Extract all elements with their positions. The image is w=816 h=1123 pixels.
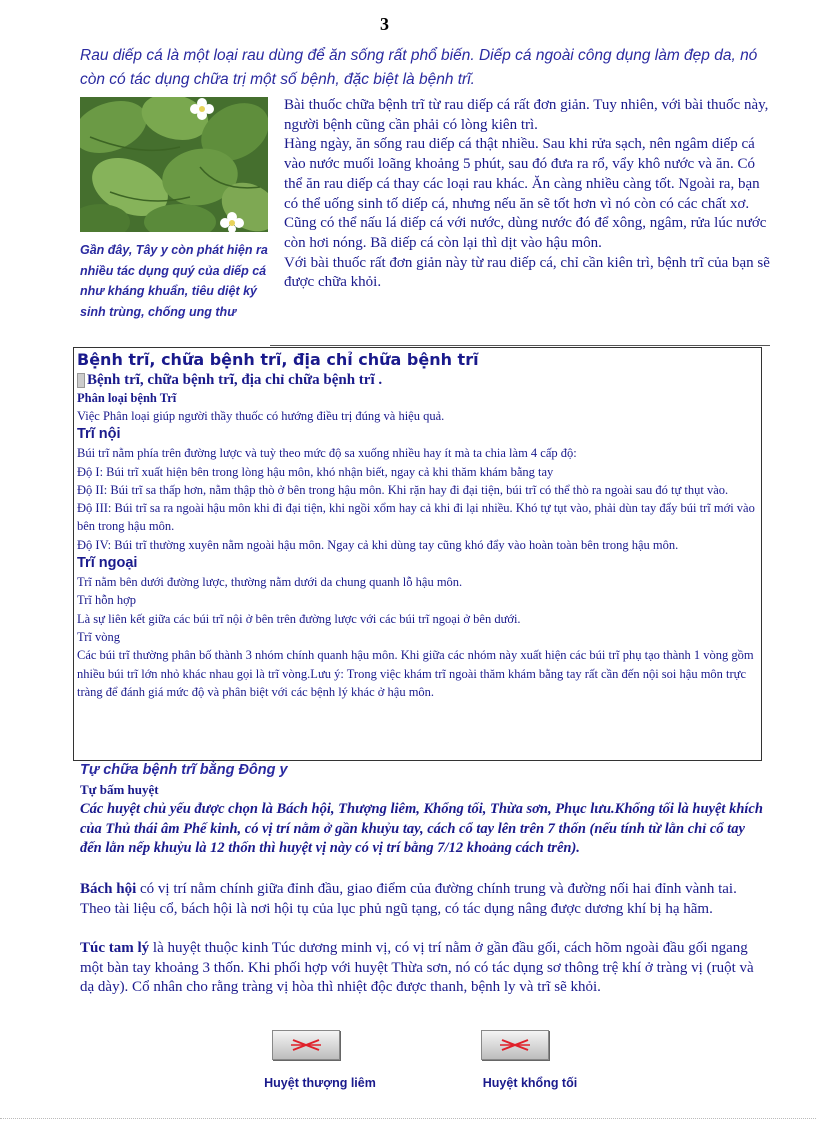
bachhoi-paragraph: [80, 880, 770, 919]
mixed-heading: Trĩ hỗn hợp: [77, 593, 136, 608]
internal-heading: Trĩ nội: [77, 426, 121, 443]
broken-image-icon: [500, 1038, 530, 1052]
page-number: 3: [380, 14, 389, 34]
degree-2: Độ II: Búi trĩ sa thấp hơn, nằm thập thò ở bên trong hậu môn. Khi rặn hay đi đại tiện, búi trĩ có thể thò ra ngoài sau đó tự thụt vào.: [77, 482, 729, 497]
broken-image-icon: [291, 1038, 321, 1052]
footer-divider: [0, 1118, 816, 1119]
khong-toi-image-button[interactable]: [481, 1030, 549, 1060]
remedy-paragraph-3: Cũng có thể nấu lá diếp cá với nước, dùng nước đó để xông, ngâm, rửa lúc nước còn hơi nóng. Bã diếp cá còn lại thì dịt vào hậu môn.: [284, 215, 767, 251]
ring-heading: Trĩ vòng: [77, 629, 120, 644]
box-subtitle: [77, 370, 758, 390]
divider: [270, 345, 770, 346]
eastern-medicine-title: Tự chữa bệnh trĩ bằng Đông y: [80, 762, 288, 778]
degree-3: Độ III: Búi trĩ sa ra ngoài hậu môn khi đi đại tiện, khi ngồi xổm hay cả khi đi lại nhiều. Khó tự tụt vào, phải dùn tay đẩy búi trĩ mới vào bên trong hậu môn.: [77, 501, 755, 534]
acupressure-subtitle: Tự bấm huyệt: [80, 782, 159, 797]
thuong-liem-link[interactable]: Huyệt thượng liêm: [264, 1076, 376, 1090]
box-subtitle-text: Bệnh trĩ, chữa bệnh trĩ, địa chỉ chữa bệnh trĩ .: [87, 372, 383, 388]
tuctamly-text: là huyệt thuộc kinh Túc dương minh vị, có vị trí nằm ở gần đầu gối, cách hõm ngoài đầu gối ngang một bàn tay khoảng 3 thốn. Khi phối hợp với huyệt Thừa sơn, nó có tác dụng sơ thông trệ khí ở tràng vị (ruột và dạ dày). Cổ nhân cho rằng tràng vị hòa thì nhiệt độc được thanh, bệnh ly và trĩ sẽ khỏi.: [80, 940, 754, 996]
bachhoi-term: Bách hội: [80, 881, 137, 897]
classify-heading: Phân loại bệnh Trĩ: [77, 391, 177, 405]
degree-4: Độ IV: Búi trĩ thường xuyên nằm ngoài hậu môn. Ngay cả khi dùng tay cũng khó đẩy vào hoàn toàn bên trong hậu môn.: [77, 537, 679, 552]
external-heading: Trĩ ngoại: [77, 555, 138, 572]
remedy-text: [284, 96, 774, 293]
remedy-paragraph-1: Bài thuốc chữa bệnh trĩ từ rau diếp cá rất đơn giản. Tuy nhiên, với bài thuốc này, người bệnh cũng cần phải có lòng kiên trì.: [284, 97, 769, 133]
box-title: Bệnh trĩ, chữa bệnh trĩ, địa chỉ chữa bệnh trĩ: [77, 350, 479, 369]
external-text: Trĩ nằm bên dưới đường lược, thường nằm dưới da chung quanh lỗ hậu môn.: [77, 575, 463, 590]
thuong-liem-image-button[interactable]: [272, 1030, 340, 1060]
internal-text: Búi trĩ nằm phía trên đường lược và tuỳ theo mức độ sa xuống nhiều hay ít mà ta chia làm 4 cấp độ:: [77, 446, 577, 461]
tuctamly-term: Túc tam lý: [80, 940, 150, 956]
degree-1: Độ I: Búi trĩ xuất hiện bên trong lòng hậu môn, khó nhận biết, ngay cả khi thăm khám bằng tay: [77, 464, 554, 479]
photo-caption: Gần đây, Tây y còn phát hiện ra nhiều tác dụng quý của diếp cá như kháng khuẩn, tiêu diệt ký sinh trùng, chống ung thư: [80, 243, 268, 319]
khong-toi-link[interactable]: Huyệt khổng tối: [482, 1076, 578, 1090]
document-icon: [77, 373, 85, 388]
fish-mint-photo: [80, 97, 268, 232]
intro-paragraph: Rau diếp cá là một loại rau dùng để ăn sống rất phổ biến. Diếp cá ngoài công dụng làm đẹp da, nó còn có tác dụng chữa trị một số bệnh, đặc biệt là bệnh trĩ.: [80, 47, 758, 88]
classify-text: Việc Phân loại giúp người thầy thuốc có hướng điều trị đúng và hiệu quả.: [77, 409, 445, 423]
remedy-paragraph-4: Với bài thuốc rất đơn giản này từ rau diếp cá, chỉ cần kiên trì, bệnh trĩ của bạn sẽ được chữa khỏi.: [284, 254, 770, 291]
tuctamly-paragraph: [80, 939, 770, 998]
hemorrhoid-info-box: [73, 347, 762, 761]
acupoints-intro: Các huyệt chủ yếu được chọn là Bách hội, Thượng liêm, Khổng tối, Thừa sơn, Phục lưu.Khổng tối là huyệt khích của Thủ thái âm Phế kinh, có vị trí nằm ở gần khuỷu tay, cách cổ tay lên trên 7 thốn (nếu tính từ lằn chỉ cổ tay đến lằn nếp khuỷu là 12 thốn thì huyệt vị này có vị trí bằng 7/12 khoảng cách trên).: [80, 801, 763, 857]
remedy-paragraph-2: Hàng ngày, ăn sống rau diếp cá thật nhiều. Sau khi rửa sạch, nên ngâm diếp cá vào nước muối loãng khoảng 5 phút, sau đó đưa ra rổ, vẩy khô nước và ăn. Có thể ăn rau diếp cá thay các loại rau khác. Ăn càng nhiều càng tốt. Ngoài ra, bạn có thể uống sinh tố diếp cá, nhưng nếu ăn sẽ tốt hơn vì nó còn có các chất xơ.: [284, 136, 760, 212]
mixed-text: Là sự liên kết giữa các búi trĩ nội ở bên trên đường lược với các búi trĩ ngoại ở bên dưới.: [77, 611, 521, 626]
ring-text: Các búi trĩ thường phân bố thành 3 nhóm chính quanh hậu môn. Khi giữa các nhóm này xuất hiện các búi trĩ phụ tạo thành 1 vòng gồm nhiều búi trĩ lớn nhỏ khác nhau gọi là trĩ vòng.Lưu ý: Trong việc khám trĩ ngoài thăm khám bằng tay rất cần đến nội soi hậu môn trực tràng để đánh giá mức độ và phân biệt với các bệnh lý khác ở hậu môn.: [77, 648, 754, 699]
bachhoi-text: có vị trí nằm chính giữa đỉnh đầu, giao điểm của đường chính trung và đường nối hai đỉnh vành tai. Theo tài liệu cổ, bách hội là nơi hội tụ của lục phủ ngũ tạng, có tác dụng nâng được dương khí bị hạ hãm.: [80, 881, 737, 917]
